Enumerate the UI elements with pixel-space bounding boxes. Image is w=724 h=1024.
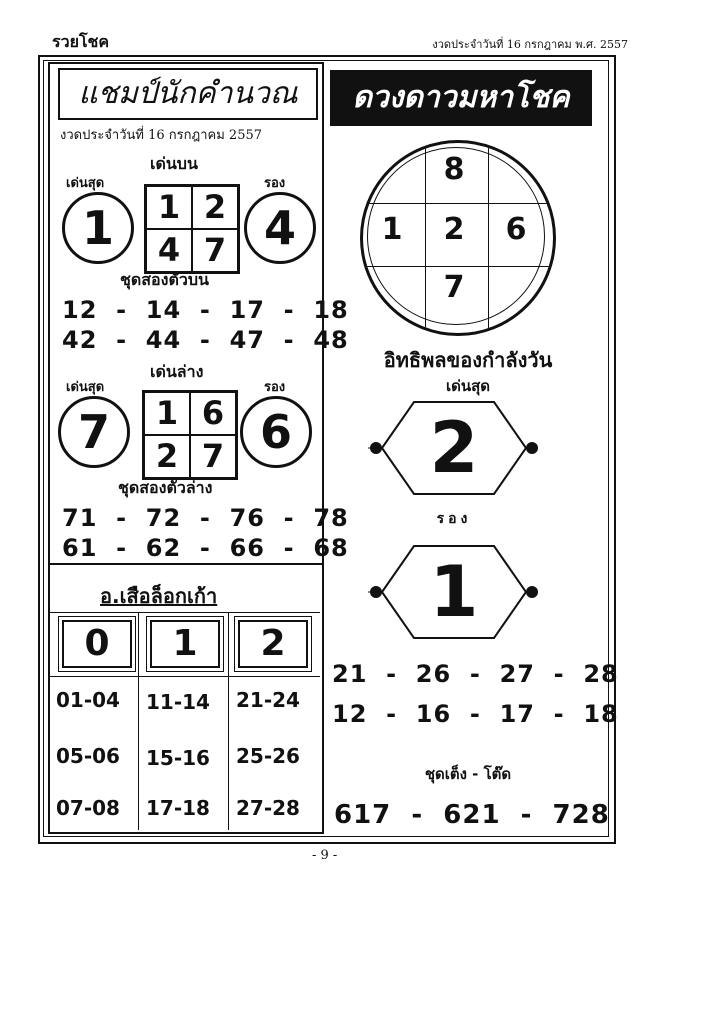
top-lead-digit: 1 [62, 192, 134, 264]
wheel-right-digit: 6 [505, 212, 527, 247]
sub-panel-title: อ.เสือล็อกเก้า [100, 584, 218, 608]
range-cell: 21-24 [236, 688, 300, 712]
range-cell: 27-28 [236, 796, 300, 820]
bottom-pairs-heading: ชุดสองตัวล่าง [118, 478, 213, 497]
top-lead-label: เด่นสุด [66, 176, 105, 191]
influence-runner-label: รอง [436, 511, 472, 527]
influence-runner-digit: 1 [429, 551, 479, 633]
top-runner-digit: 4 [244, 192, 316, 264]
bottom-pairs-row2: 61 - 62 - 66 - 68 [62, 534, 349, 562]
top-grid-cell: 2 [192, 186, 238, 229]
bottom-lead-label: เด่นสุด [66, 380, 105, 395]
left-column-divider [48, 563, 322, 565]
right-panel-title: ดวงดาวมหาโชค [330, 70, 592, 126]
magazine-name: รวยโชค [52, 32, 110, 51]
left-panel-title: แชมป์นักคำนวณ [58, 68, 318, 120]
bottom-grid-cell: 7 [190, 435, 236, 478]
set-values: 617 - 621 - 728 [334, 800, 610, 830]
range-column-divider [228, 612, 229, 830]
bottom-runner-digit: 6 [240, 396, 312, 468]
influence-lead-digit: 2 [429, 407, 479, 489]
right-pairs-row2: 12 - 16 - 17 - 18 [332, 700, 619, 728]
right-pairs-row1: 21 - 26 - 27 - 28 [332, 660, 619, 688]
range-cell: 11-14 [146, 690, 210, 714]
top-grid-cell: 1 [146, 186, 192, 229]
top-grid-cell: 4 [146, 229, 192, 272]
top-pairs-row1: 12 - 14 - 17 - 18 [62, 296, 349, 324]
range-cell: 25-26 [236, 744, 300, 768]
top-digit-grid [144, 184, 240, 274]
range-column-divider [138, 612, 139, 830]
wheel-top-digit: 8 [443, 152, 465, 187]
bottom-lead-digit: 7 [58, 396, 130, 468]
range-table-top-rule [48, 612, 320, 613]
bottom-heading: เด่นล่าง [150, 362, 204, 381]
top-pairs-row2: 42 - 44 - 47 - 48 [62, 326, 349, 354]
wheel-bottom-digit: 7 [443, 270, 465, 305]
bottom-grid-cell: 1 [144, 392, 190, 435]
digit-box: 2 [238, 620, 308, 668]
range-cell: 05-06 [56, 744, 120, 768]
digit-box: 0 [62, 620, 132, 668]
influence-title: อิทธิพลของกำลังวัน [383, 348, 553, 372]
bottom-grid-cell: 6 [190, 392, 236, 435]
range-cell: 17-18 [146, 796, 210, 820]
header-draw-date: งวดประจำวันที่ 16 กรกฎาคม พ.ศ. 2557 [432, 38, 628, 51]
top-pairs-heading: ชุดสองตัวบน [120, 270, 209, 289]
range-table-header-rule [48, 676, 320, 677]
left-draw-date: งวดประจำวันที่ 16 กรกฎาคม 2557 [60, 128, 263, 143]
range-cell: 07-08 [56, 796, 120, 820]
range-cell: 15-16 [146, 746, 210, 770]
influence-lead-label: เด่นสุด [445, 377, 491, 395]
bottom-grid-cell: 2 [144, 435, 190, 478]
range-cell: 01-04 [56, 688, 120, 712]
wheel-left-digit: 1 [381, 212, 403, 247]
bottom-runner-label: รอง [264, 380, 286, 395]
wheel-center-digit: 2 [443, 212, 465, 247]
digit-box: 1 [150, 620, 220, 668]
bottom-digit-grid [142, 390, 238, 480]
top-runner-label: รอง [264, 176, 286, 191]
bottom-pairs-row1: 71 - 72 - 76 - 78 [62, 504, 349, 532]
set-label: ชุดเต็ง - โต๊ด [424, 765, 512, 783]
top-heading: เด่นบน [150, 154, 198, 173]
top-grid-cell: 7 [192, 229, 238, 272]
page-number: - 9 - [312, 848, 338, 863]
